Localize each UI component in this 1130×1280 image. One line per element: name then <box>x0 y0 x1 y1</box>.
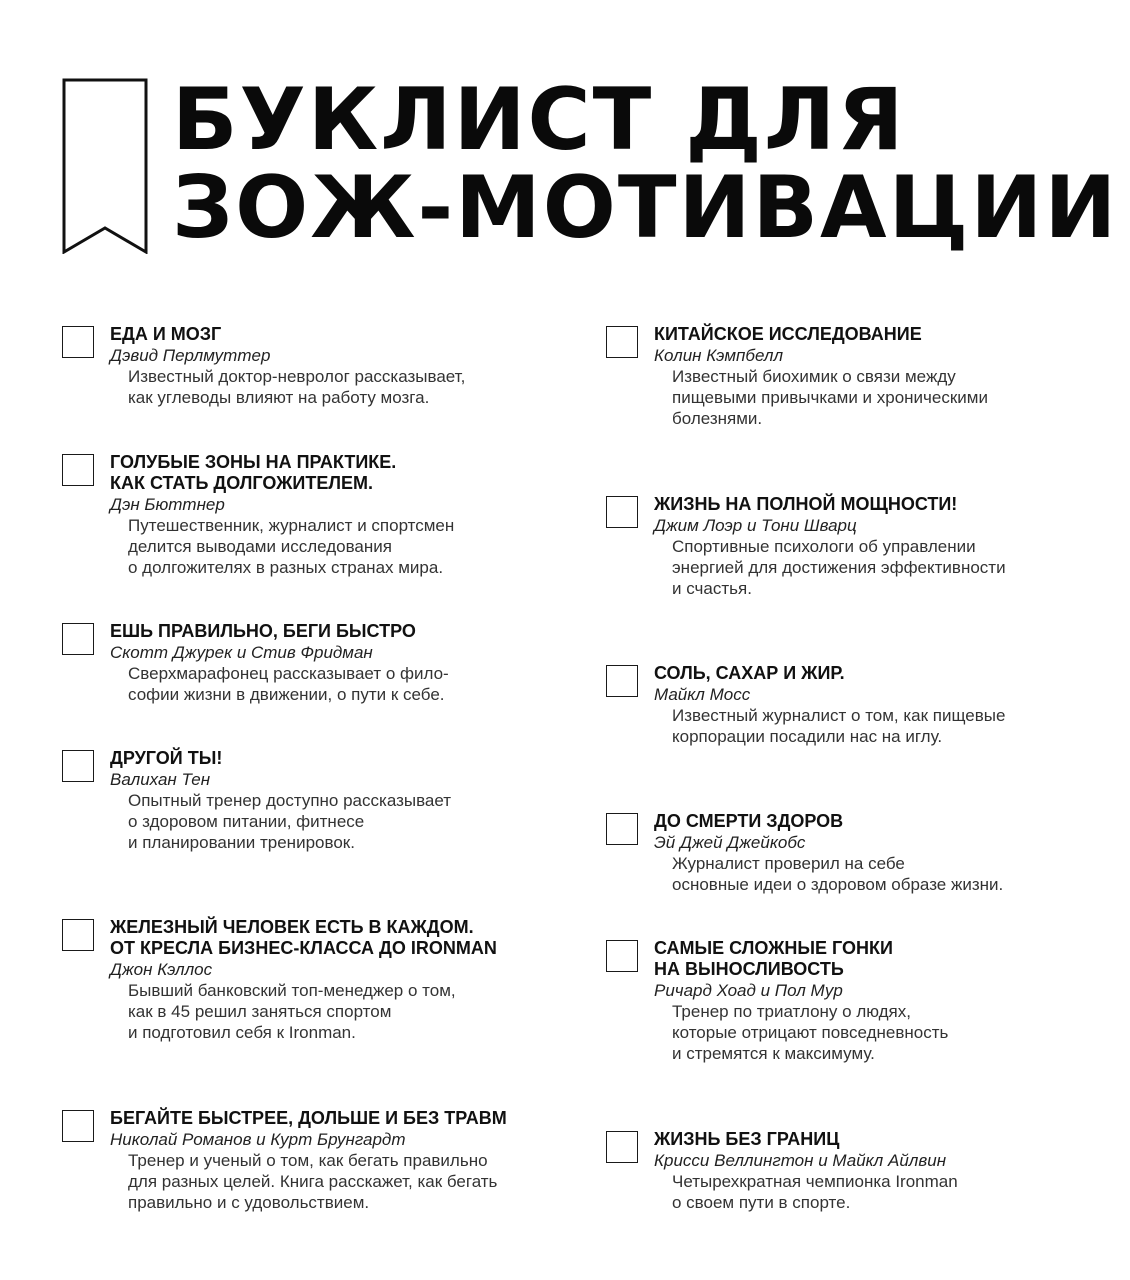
book-title: ДО СМЕРТИ ЗДОРОВ <box>654 811 844 831</box>
book-item <box>606 324 1106 429</box>
book-item <box>62 452 562 578</box>
book-author: Эй Джей Джейкобс <box>654 833 806 852</box>
book-description: Путешественник, журналист и спортсмен делится выводами исследования о долгожителях в разных странах мира. <box>128 516 455 577</box>
book-description: Тренер по триатлону о людях, которые отрицают повседневность и стремятся к максимуму. <box>672 1002 949 1063</box>
book-author: Крисси Веллингтон и Майкл Айлвин <box>654 1151 947 1170</box>
page-title <box>172 70 1119 258</box>
book-item <box>606 811 1106 895</box>
page-title-line-2: ЗОЖ-МОТИВАЦИИ <box>172 158 1119 258</box>
book-item <box>62 324 562 408</box>
book-title: ЕДА И МОЗГ <box>110 324 222 344</box>
book-title: КИТАЙСКОЕ ИССЛЕДОВАНИЕ <box>654 324 922 344</box>
book-author: Дэвид Перлмуттер <box>110 346 271 365</box>
book-item <box>62 1108 562 1213</box>
book-checkbox[interactable] <box>62 623 94 655</box>
book-checkbox[interactable] <box>606 813 638 845</box>
book-author: Валихан Тен <box>110 770 211 789</box>
book-author: Ричард Хоад и Пол Мур <box>654 981 843 1000</box>
book-checkbox[interactable] <box>62 326 94 358</box>
book-author: Дэн Бюттнер <box>110 495 225 514</box>
bookmark-icon <box>62 78 148 254</box>
book-title: ЖИЗНЬ БЕЗ ГРАНИЦ <box>654 1129 840 1149</box>
book-checkbox[interactable] <box>606 326 638 358</box>
page-title-line-1: БУКЛИСТ ДЛЯ <box>172 70 906 170</box>
book-description: Четырехкратная чемпионка Ironman о своем пути в спорте. <box>672 1172 958 1212</box>
book-item <box>62 917 562 1043</box>
book-title: ЕШЬ ПРАВИЛЬНО, БЕГИ БЫСТРО <box>110 621 416 641</box>
book-title: ДРУГОЙ ТЫ! <box>110 748 223 768</box>
book-item <box>606 494 1106 599</box>
book-title: СОЛЬ, САХАР И ЖИР. <box>654 663 845 683</box>
book-checkbox[interactable] <box>606 1131 638 1163</box>
book-description: Известный доктор-невролог рассказывает, как углеводы влияют на работу мозга. <box>128 367 466 407</box>
book-item <box>62 748 562 853</box>
book-author: Джон Кэллос <box>110 960 213 979</box>
book-description: Бывший банковский топ-менеджер о том, как в 45 решил заняться спортом и подготовил себя к Ironman. <box>128 981 456 1042</box>
book-title: ЖИЗНЬ НА ПОЛНОЙ МОЩНОСТИ! <box>654 494 958 514</box>
book-title: ГОЛУБЫЕ ЗОНЫ НА ПРАКТИКЕ. КАК СТАТЬ ДОЛГОЖИТЕЛЕМ. <box>110 452 397 493</box>
book-author: Николай Романов и Курт Брунгардт <box>110 1130 406 1149</box>
book-item <box>606 938 1106 1064</box>
book-author: Майкл Мосс <box>654 685 751 704</box>
book-item <box>62 621 562 705</box>
book-author: Скотт Джурек и Стив Фридман <box>110 643 373 662</box>
book-title: БЕГАЙТЕ БЫСТРЕЕ, ДОЛЬШЕ И БЕЗ ТРАВМ <box>110 1108 507 1128</box>
book-title: САМЫЕ СЛОЖНЫЕ ГОНКИ НА ВЫНОСЛИВОСТЬ <box>654 938 893 979</box>
book-author: Джим Лоэр и Тони Шварц <box>654 516 857 535</box>
book-checkbox[interactable] <box>606 665 638 697</box>
book-checkbox[interactable] <box>62 750 94 782</box>
book-checkbox[interactable] <box>62 919 94 951</box>
book-description: Спортивные психологи об управлении энергией для достижения эффективности и счастья. <box>672 537 1006 598</box>
book-description: Опытный тренер доступно рассказывает о здоровом питании, фитнесе и планировании тренировок. <box>128 791 452 852</box>
book-title: ЖЕЛЕЗНЫЙ ЧЕЛОВЕК ЕСТЬ В КАЖДОМ. ОТ КРЕСЛА БИЗНЕС-КЛАССА ДО IRONMAN <box>110 917 497 958</box>
book-checkbox[interactable] <box>606 496 638 528</box>
book-item <box>606 1129 1106 1213</box>
book-checkbox[interactable] <box>62 1110 94 1142</box>
book-checkbox[interactable] <box>606 940 638 972</box>
book-description: Известный журналист о том, как пищевые корпорации посадили нас на иглу. <box>672 706 1006 746</box>
book-checkbox[interactable] <box>62 454 94 486</box>
book-description: Тренер и ученый о том, как бегать правильно для разных целей. Книга расскажет, как бегать правильно и с удовольствием. <box>128 1151 498 1212</box>
book-author: Колин Кэмпбелл <box>654 346 784 365</box>
book-item <box>606 663 1106 747</box>
book-description: Сверхмарафонец рассказывает о фило- софии жизни в движении, о пути к себе. <box>128 664 449 704</box>
book-description: Журналист проверил на себе основные идеи о здоровом образе жизни. <box>672 854 1004 894</box>
book-description: Известный биохимик о связи между пищевыми привычками и хроническими болезнями. <box>672 367 988 428</box>
